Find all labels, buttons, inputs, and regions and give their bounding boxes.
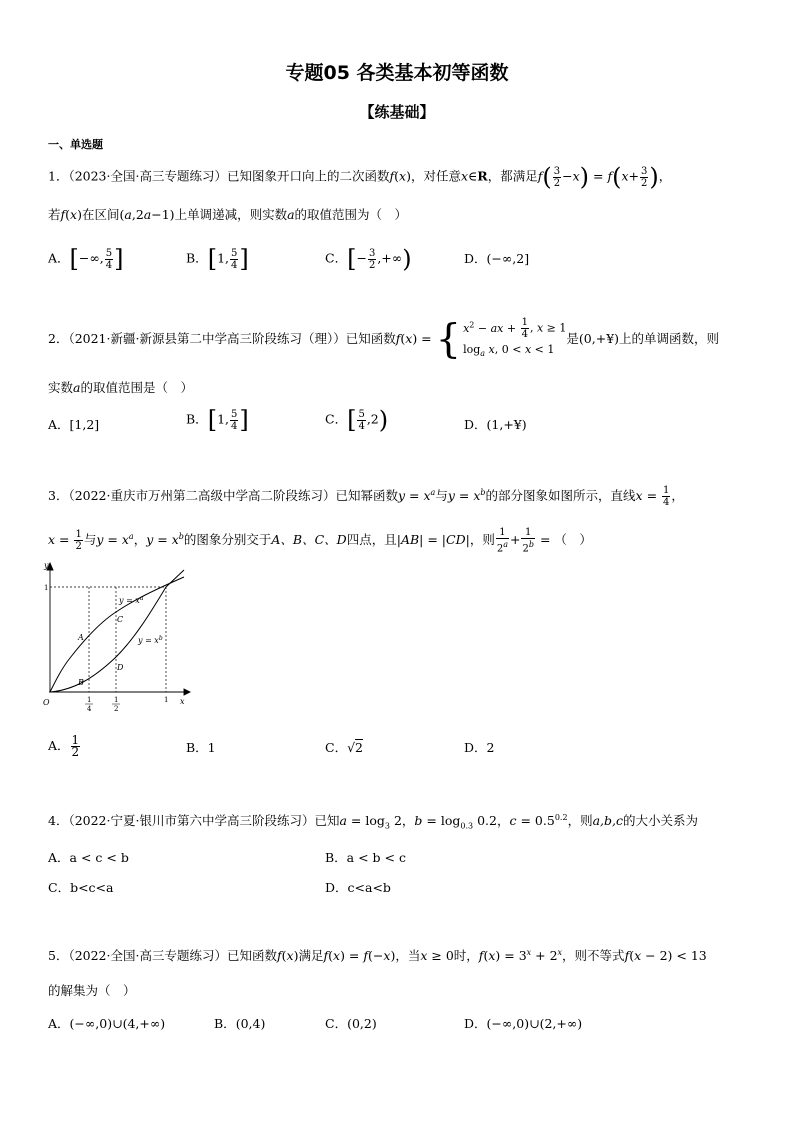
q1-option-c[interactable]: C．[− $\frac{3}{2}$ ,+∞) [325,245,412,273]
q2-stem-2: 实数a的取值范围是（ ） [48,380,193,395]
q2-option-b[interactable]: B．[1, $\frac{5}{4}$ ] [186,406,249,434]
q5-stem-2: 的解集为（ ） [48,983,136,998]
q2-opt-a-label: A． [48,417,70,432]
q4-tail2: 的大小关系为 [622,813,698,828]
q2-tail: 上的单调函数，则 [619,331,720,347]
graph-xtick-half-num: 1 [114,696,119,704]
graph-xlabel: x [180,697,185,706]
q4-intro: 4．（2022·宁夏·银川市第六中学高三阶段练习）已知 [48,813,340,828]
q1-stem-2: 若f(x)在区间(a,2a−1)上单调递减，则实数a的取值范围为（ ） [48,207,408,222]
q3-option-d[interactable]: D．2 [464,740,495,755]
q1-line2a: 若 [48,207,61,222]
q4-option-c[interactable]: C．b<c<a [48,880,114,895]
q2-opt-d-label: D． [464,417,487,432]
q2-mid: 是 [566,331,579,347]
q1-option-b[interactable]: B．[1, $\frac{5}{4}$ ] [186,245,249,273]
graph-curve-b-label: $y = x^b$ [138,635,163,645]
q2-line2: 实数 [48,380,74,395]
q2-opt-c-label: C． [325,411,348,427]
q3-line2c: 的图象分别交于 [183,532,272,548]
curve-y-xb [50,570,184,692]
q5-opt-a-label: A． [48,1016,70,1031]
graph-point-b: B [78,678,84,687]
q5-option-c[interactable]: C．(0,2) [325,1016,377,1031]
q5-option-a[interactable]: A．(−∞,0)∪(4,+∞) [48,1016,166,1031]
q3-opt-a-label: A． [48,738,70,753]
q3-option-a[interactable]: A． $\frac{1}{2}$ [48,733,80,759]
q3-graph [44,560,194,715]
q4-tail: ，则 [567,813,593,828]
q1-option-d[interactable]: D．(−∞,2] [464,251,530,266]
q1-opt-a-label: A． [48,250,70,266]
q5-mid4: ，则不等式 [562,948,625,963]
q2-opt-b-label: B． [186,411,208,427]
q5-option-b[interactable]: B．(0,4) [214,1016,266,1031]
graph-point-c: C [117,615,124,624]
q2-stem: 2．（2021·新疆·新源县第二中学高三阶段练习（理））已知函数f(x) = { $x^2$ − ax + $\frac{1}{4}$ , x ≥ 1 $\log_a x$, 0 < x < 1是(0,+¥)上的单调函数，则 [48,316,720,363]
graph-xtick-half-den: 2 [114,705,119,713]
q3-line2d: 四点，且 [346,532,397,548]
curve-y-xa [50,577,184,692]
q4-stem: 4．（2022·宁夏·银川市第六中学高三阶段练习）已知$a = \log_3 2$，$b = \log_{0.3} 0.2$，$c = 0.5^{0.2}$，则a,b,c的大小关系为 [48,812,698,831]
q2-intro: 2．（2021·新疆·新源县第二中学高三阶段练习（理））已知函数 [48,331,396,347]
q2-option-a[interactable]: A．[1,2] [48,417,100,432]
q5-intro: 5．（2022·全国·高三专题练习）已知函数 [48,948,277,963]
section-heading: 一、单选题 [48,138,103,151]
q5-mid1: 满足 [298,948,324,963]
q1-line2b: 在区间 [82,207,120,222]
q3-opt-c-label: C． [325,740,348,755]
q2-option-d[interactable]: D．(1,+¥) [464,417,527,432]
graph-point-d: D [117,663,124,672]
q5-mid2: ，当 [395,948,421,963]
q3-option-b[interactable]: B．1 [186,740,216,755]
q3-line2a: 与 [83,532,97,548]
q3-line2f: （ ） [554,532,592,548]
graph-xtick-1: 1 [164,696,169,704]
q3-option-c[interactable]: C．√2 [325,740,363,755]
x-axis-arrow-icon [184,689,190,695]
q1-line2d: 的取值范围为（ ） [294,207,408,222]
q4-option-d[interactable]: D．c<a<b [325,880,391,895]
page-title: 专题05 各类基本初等函数 [285,62,509,84]
q3-line2e: ，则 [469,532,495,548]
graph-xtick-quarter-num: 1 [87,696,92,704]
q5-mid3: 时， [453,948,479,963]
q5-opt-c-label: C． [325,1016,348,1031]
graph-point-a: A [78,633,84,642]
q1-stem: 1．（2023·全国·高三专题练习）已知图象开口向上的二次函数f(x)，对任意x∈R，都满足f( $\frac{3}{2}$ −x) = f(x+ $\frac{3}{2}$ )， [48,163,672,191]
q5-stem: 5．（2022·全国·高三专题练习）已知函数f(x)满足f(x) = f(−x)，当x ≥ 0时，$f(x) = 3^x + 2^x$，则不等式f(x − 2) < 13 [48,947,707,963]
graph-ylabel: y [44,561,49,570]
q5-opt-d-label: D． [464,1016,487,1031]
q3-stem-2: x = $\frac{1}{2}$ 与$y = x^a$，$y = x^b$的图象分别交于A、B、C、D四点，且|AB| = |CD|，则 $\frac{1}{2^a}$ + $\frac{1}{2^b}$ = （ ） [48,527,592,555]
graph-origin: O [43,698,50,707]
q1-opt-b-label: B． [186,250,208,266]
q5-opt-b-label: B． [214,1016,236,1031]
q5-option-d[interactable]: D．(−∞,0)∪(2,+∞) [464,1016,583,1031]
graph-ytick-1: 1 [44,584,49,592]
q1-line2c: 上单调递减，则实数 [174,207,288,222]
q1-mid2: ，都满足 [487,168,538,184]
q3-line2b: ， [133,532,147,548]
q3-mid2: 的部分图象如图所示，直线 [485,488,636,503]
q2-option-c[interactable]: C．[ $\frac{5}{4}$ ,2) [325,406,389,434]
q3-stem: 3．（2022·重庆市万州第二高级中学高二阶段练习）已知幂函数$y = x^a$与$y = x^b$的部分图象如图所示，直线x = $\frac{1}{4}$ ， [48,485,684,508]
q2-line2b: 的取值范围是（ ） [80,380,193,395]
q1-option-a[interactable]: A．[−∞, $\frac{5}{4}$ ] [48,245,124,273]
q4-option-b[interactable]: B．a < b < c [325,850,406,865]
page-subtitle: 【练基础】 [359,103,435,121]
q1-opt-d-label: D． [464,251,487,266]
q3-mid1: 与 [435,488,448,503]
q1-mid1: ，对任意 [410,168,461,184]
graph-curve-a-label: $y = x^a$ [119,595,144,605]
q3-intro: 3．（2022·重庆市万州第二高级中学高二阶段练习）已知幂函数 [48,488,398,503]
q1-intro: 1．（2023·全国·高三专题练习）已知图象开口向上的二次函数 [48,168,390,184]
graph-xtick-quarter-den: 4 [87,705,92,713]
q1-opt-c-label: C． [325,250,348,266]
q4-option-a[interactable]: A．a < c < b [48,850,129,865]
